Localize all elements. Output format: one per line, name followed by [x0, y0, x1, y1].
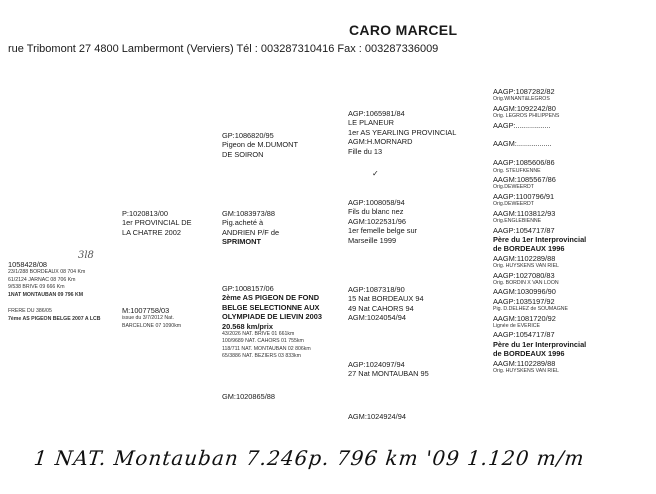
ancestor-line: AAGM:1081720/92 — [493, 313, 556, 323]
ancestor-origin: Lignée de EVERICE — [493, 322, 541, 329]
pigeon-ring: 1058428/08 — [8, 260, 48, 269]
ancestor-line: de BORDEAUX 1996 — [493, 244, 565, 254]
agm4-ring: AGM:1024924/94 — [348, 412, 406, 421]
pigeon-sibling-note: 7ème AS PIGEON BELGE 2007 A LCB — [8, 315, 101, 322]
pigeon-block — [8, 260, 101, 323]
agp2-block — [348, 198, 417, 245]
agp1-note: 1er AS YEARLING PROVINCIAL — [348, 127, 457, 137]
gp2-result: 100/9689 NAT. CAHORS 01 755km — [222, 338, 304, 345]
ancestor-line: Père du 1er Interprovincial — [493, 234, 587, 244]
gm1-block — [222, 209, 279, 247]
gp2-ring: GP:1008157/06 — [222, 284, 274, 293]
agp1-note: Fille du 13 — [348, 146, 383, 156]
ancestor-origin: Orig.WINANT&LEGROS — [493, 96, 550, 103]
agp4-ring: AGP:1024097/94 — [348, 360, 405, 369]
ancestor-line: AAGM:1085567/86 — [493, 175, 556, 185]
ancestor-line: AAGM:1102289/88 — [493, 253, 556, 263]
pigeon-result: 1NAT MONTAUBAN 09 796 KM — [8, 291, 84, 298]
ancestor-line: AAGP:................. — [493, 120, 551, 130]
gp2-title: 2ème AS PIGEON DE FOND — [222, 293, 320, 303]
agp1-note: AGM:H.MORNARD — [348, 137, 413, 147]
agp2-note: AGM:1022531/96 — [348, 216, 406, 226]
mother-block — [122, 306, 181, 330]
gp1-note: DE SOIRON — [222, 149, 264, 159]
agp1-block — [348, 109, 456, 156]
agp2-note: Fils du blanc nez — [348, 207, 404, 217]
pigeon-result: 9/538 BRIVE 09 666 Km — [8, 284, 65, 291]
gm1-note: ANDRIEN P/F de — [222, 227, 280, 237]
gp2-block — [222, 284, 322, 361]
agp3-note: 49 Nat CAHORS 94 — [348, 303, 414, 313]
ancestor-origin: Orig.ENGLEBIENNE — [493, 218, 542, 225]
ancestor-line: AAGP:1035197/92 — [493, 296, 555, 306]
gm1-note: SPRIMONT — [222, 237, 262, 247]
gm1-note: Pig.acheté à — [222, 218, 264, 228]
ancestor-origin: Orig. STEUFKENNE — [493, 167, 541, 174]
father-note: 1er PROVINCIAL DE — [122, 218, 192, 228]
owner-address-line: rue Tribomont 27 4800 Lambermont (Verviers) Tél : 003287310416 Fax : 003287336009 — [8, 43, 439, 55]
ancestor-origin: Orig.DEWEERDT — [493, 201, 534, 208]
mother-note: BARCELONE 07 1090km — [122, 322, 182, 329]
mother-ring: M:1007758/03 — [122, 306, 170, 315]
gp2-title: BELGE SELECTIONNE AUX — [222, 302, 320, 312]
father-block — [122, 209, 192, 237]
gp1-note: Pigeon de M.DUMONT — [222, 140, 298, 150]
ancestor-line: AAGP:1085606/86 — [493, 158, 555, 168]
pigeon-spacer — [8, 299, 101, 308]
agp4-note: 27 Nat MONTAUBAN 95 — [348, 369, 429, 379]
father-note: LA CHATRE 2002 — [122, 227, 182, 237]
ancestor-line: AAGM:1030996/90 — [493, 287, 556, 297]
ancestor-origin: Orig. HUYSKENS VAN RIEL — [493, 368, 559, 374]
gp2-result: 65/3886 NAT. BEZIERS 03 833km — [222, 353, 301, 360]
ancestor-line: Père du 1er Interprovincial — [493, 339, 587, 349]
agp3-note: 15 Nat BORDEAUX 94 — [348, 294, 424, 304]
gp2-title: 20.568 km/prix — [222, 321, 273, 331]
agp2-note: 1er femelle belge sur — [348, 226, 418, 236]
ancestor-origin: Pig. D.DELHEZ de SOUMAGNE — [493, 306, 568, 313]
ancestor-origin: Orig. LEGROS PHILIPPENS — [493, 113, 560, 120]
agp3-note: AGM:1024054/94 — [348, 313, 406, 323]
ancestor-line — [493, 149, 586, 158]
ancestor-line: AAGP:1087282/82 — [493, 87, 555, 96]
agp4-block — [348, 360, 429, 379]
ancestor-origin: Orig. HUYSKENS VAN RIEL — [493, 263, 559, 270]
ancestor-line: de BORDEAUX 1996 — [493, 349, 565, 359]
owner-name: CARO MARCEL — [349, 22, 458, 38]
ancestor-origin: Orig. BORDIN X VAN LOON — [493, 279, 559, 286]
father-ring: P:1020813/00 — [122, 209, 169, 218]
handwritten-result-note: 1 NAT. Montauban 7.246p. 796 km '09 1.120 m/m — [32, 446, 586, 470]
tick-mark: ✓ — [372, 169, 379, 178]
ancestor-line: AAGM:1092242/80 — [493, 103, 556, 113]
agp2-note: Marseille 1999 — [348, 235, 397, 245]
gp2-result: 43/2026 NAT. BRIVE 01 661km — [222, 331, 295, 338]
agp1-note: LE PLANEUR — [348, 118, 395, 128]
ancestor-line: AAGM:1103812/93 — [493, 208, 556, 218]
ancestor-line: AAGP:1027080/83 — [493, 270, 555, 280]
ancestor-line: AAGP:1054717/87 — [493, 225, 555, 235]
mother-note: issue du 3/7/2012 Nat. — [122, 315, 174, 322]
pigeon-result: 23/1/288 BORDEAUX 08 704 Km — [8, 269, 86, 276]
gp2-title: OLYMPIADE DE LIEVIN 2003 — [222, 312, 322, 322]
gm1-ring: GM:1083973/88 — [222, 209, 276, 218]
gp2-result: 118/711 NAT. MONTAUBAN 02 806km — [222, 345, 311, 352]
pigeon-sibling: FRERE DU 386/05 — [8, 308, 52, 315]
pigeon-result: 61/2124 JARNAC 08 706 Km — [8, 276, 76, 283]
ancestor-line: AAGP:1100796/91 — [493, 191, 555, 201]
ancestor-line: AAGM:1102289/88 — [493, 358, 556, 368]
ancestor-origin: Orig.DEWEERDT — [493, 184, 534, 191]
gp1-ring: GP:1086820/95 — [222, 131, 274, 140]
handwritten-annotation: 3l8 — [78, 250, 94, 261]
agp2-ring: AGP:1008058/94 — [348, 198, 405, 207]
agm4-block — [348, 412, 406, 421]
ancestor-line — [493, 130, 586, 139]
agp3-block — [348, 285, 424, 323]
ancestors-column — [493, 87, 586, 375]
ancestor-line: AAGM:................. — [493, 139, 552, 149]
gm2-block — [222, 392, 275, 401]
gm2-ring: GM:1020865/88 — [222, 392, 276, 401]
agp1-ring: AGP:1065981/84 — [348, 109, 405, 118]
gp1-block — [222, 131, 298, 159]
ancestor-line: AAGP:1054717/87 — [493, 330, 555, 340]
agp3-ring: AGP:1087318/90 — [348, 285, 405, 294]
